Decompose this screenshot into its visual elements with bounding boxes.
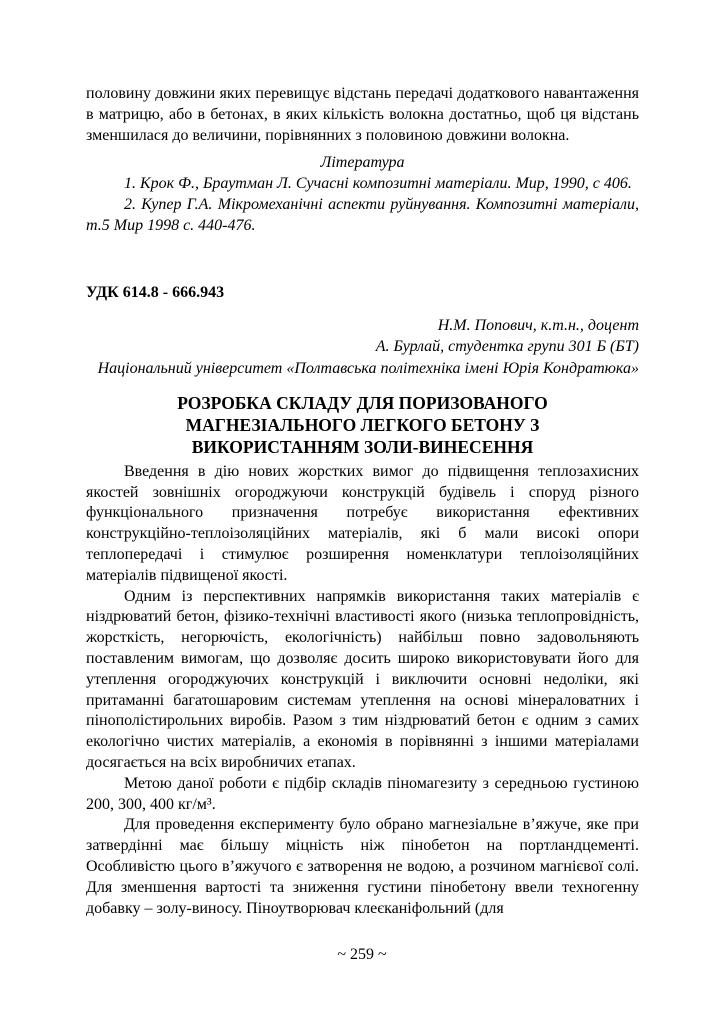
literature-item-2: 2. Купер Г.А. Мікромеханічні аспекти руйнування. Композитні матеріали, т.5 Мир 1998 с. 440-476. xyxy=(86,195,639,234)
article-title: РОЗРОБКА СКЛАДУ ДЛЯ ПОРИЗОВАНОГО МАГНЕЗІАЛЬНОГО ЛЕГКОГО БЕТОНУ З ВИКОРИСТАННЯМ ЗОЛИ-ВИНЕСЕННЯ xyxy=(177,392,548,458)
body-paragraph-3: Метою даної роботи є підбір складів піномагезиту з середньою густиною 200, 300, 400 кг/м³. xyxy=(86,774,639,813)
continuation-paragraph: половину довжини яких перевищує відстань передачі додаткового навантаження в матрицю, або в бетонах, в яких кількість волокна достатньо, щоб ця відстань зменшилася до величини, порівнянних з половиною довжини волокна. xyxy=(86,85,639,144)
literature-heading: Література xyxy=(320,154,405,172)
udc-code: УДК 614.8 - 666.943 xyxy=(86,283,225,301)
body-paragraph-2: Одним із перспективних напрямків використання таких матеріалів є ніздрюватий бетон, фізико-технічні властивості якого (низька теплопровідність, жорсткість, негорючість, екологічність) найбільш повно задовольняють поставленим вимогам, що дозволяє досить широко використовувати його для утеплення огороджуючих конструкцій і виключити основні недоліки, які притаманні багатошаровим системам утеплення на основі мінераловатних і пінополістирольних виробів. Разом з тим ніздрюватий бетон є одним з самих екологічно чистих матеріалів, а економія в порівнянні з іншими матеріалами досягається на всіх виробничих етапах. xyxy=(86,587,639,772)
author-line-2: А. Бурлай, студентка групи 301 Б (БТ) xyxy=(375,338,639,356)
literature-item-1: 1. Крок Ф., Браутман Л. Сучасні композитні матеріали. Мир, 1990, с 406. xyxy=(124,175,632,193)
body-paragraph-1: Введення в дію нових жорстких вимог до підвищення теплозахисних якостей зовнішніх огороджуючи конструкцій будівель і споруд різного функціонального призначення потребує використання ефективних конструкційно-теплоізоляційних матеріалів, які б мали високі опори теплопередачі і стимулює розширення номенклатури теплоізоляційних матеріалів підвищеної якості. xyxy=(86,462,639,584)
authors-block xyxy=(86,315,639,378)
affiliation-line: Національний університет «Полтавська політехніка імені Юрія Кондратюка» xyxy=(97,359,639,377)
body-paragraph-4: Для проведення експерименту було обрано магнезіальне в’яжуче, яке при затвердінні має більшу міцність ніж пінобетон на портландцементі. Особливістю цього в’яжучого є затворення не водою, а розчином магнієвої солі. Для зменшення вартості та зниження густини пінобетону ввели техногенну добавку – золу-виносу. Піноутворювач клеєканіфольний (для xyxy=(86,816,639,917)
author-line-1: Н.М. Попович, к.т.н., доцент xyxy=(437,317,639,335)
page-number: ~ 259 ~ xyxy=(337,946,387,964)
